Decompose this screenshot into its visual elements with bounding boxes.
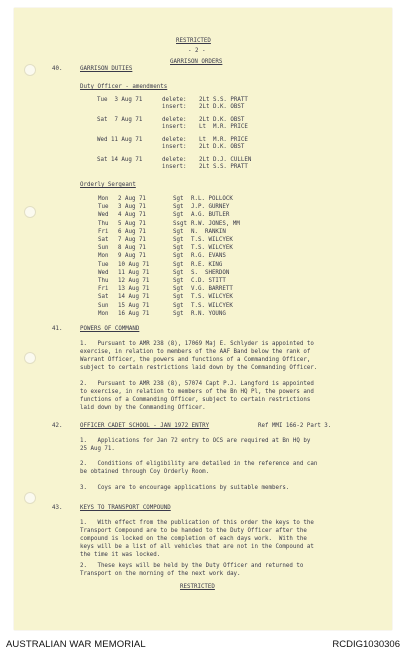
punch-hole-1 (24, 64, 36, 76)
document-title: GARRISON ORDERS (170, 59, 223, 65)
orderly-date: 3 Aug 71 (118, 204, 146, 211)
paragraph-line: the time it was locked. (80, 552, 161, 558)
orderly-rank: Sgt (173, 286, 184, 293)
orderly-name: A.G. BUTLER (191, 212, 230, 219)
orderly-rank: Sgt (173, 212, 184, 219)
paragraph-line: Warrant Officer, the powers and functions of a Commanding Officer, (80, 357, 311, 363)
paragraph-line: laid down by the Commanding Officer. (80, 405, 206, 411)
orderly-rank: Sgt (173, 294, 184, 301)
section-42-number: 42. (52, 423, 63, 429)
orderly-rank: Sgt (173, 278, 184, 284)
paragraph-line: 1. Pursuant to AMR 238 (8), 17069 Maj E. Schlyder is appointed to (80, 341, 314, 347)
paragraph-line: 2. These keys will be held by the Duty Officer and returned to (80, 563, 304, 569)
orderly-rank: Sgt (173, 245, 184, 252)
duty-date: Tue 3 Aug 71 (97, 97, 143, 103)
orderly-rank: Sgt (173, 302, 184, 309)
duty-date: Sat 7 Aug 71 (97, 117, 143, 123)
duty-officer-heading: Duty Officer - amendments (80, 84, 168, 90)
archive-name: AUSTRALIAN WAR MEMORIAL (6, 639, 146, 650)
orderly-name: J.P. GURNEY (191, 204, 230, 211)
orderly-name: C.D. STITT (191, 278, 226, 284)
orderly-day: Tue (98, 261, 109, 268)
orderly-name: S. SHERDON (191, 269, 230, 276)
orderly-rank: Sgt (173, 228, 184, 235)
orderly-date: 11 Aug 71 (118, 269, 150, 276)
orderly-date: 10 Aug 71 (118, 261, 150, 268)
orderly-name: N. RANKIN (191, 228, 226, 235)
orderly-date: 16 Aug 71 (118, 310, 150, 317)
duty-action-2: insert: (162, 124, 187, 130)
archive-reference: RCDIG1030306 (332, 639, 400, 650)
orderly-date: 9 Aug 71 (118, 253, 146, 260)
archive-footer (0, 632, 406, 654)
duty-rank-name-1: 2Lt D.J. CULLEN (199, 157, 252, 163)
section-42-heading: OFFICER CADET SCHOOL - JAN 1972 ENTRY (80, 423, 210, 429)
orderly-date: 6 Aug 71 (118, 228, 146, 235)
duty-rank-name-1: 2Lt D.K. OBST (199, 117, 245, 123)
duty-action-1: delete: (162, 97, 187, 103)
duty-date: Wed 11 Aug 71 (97, 137, 143, 143)
duty-action-1: delete: (162, 157, 187, 163)
orderly-rank: Ssgt (173, 220, 187, 227)
paragraph-line: 3. Coys are to encourage applications by suitable members. (80, 485, 290, 491)
paragraph-line: to exercise, in relation to members of the Bn HQ Pl, the powers and (80, 389, 314, 395)
duty-rank-name-1: 2Lt S.S. PRATT (199, 97, 248, 103)
orderly-date: 2 Aug 71 (118, 196, 146, 202)
orderly-rank: Sgt (173, 237, 184, 243)
paragraph-line: compound is locked on the completion of each days work. With the (80, 536, 307, 542)
orderly-name: T.S. WILCYEK (191, 237, 233, 243)
orderly-date: 4 Aug 71 (118, 212, 146, 219)
orderly-name: T.S. WILCYEK (191, 245, 233, 252)
duty-rank-name-2: 2Lt D.K. OBST (199, 104, 245, 110)
section-42-reference: Ref MMI 166-2 Part 3. (258, 423, 332, 429)
orderly-name: V.G. BARRETT (191, 286, 233, 293)
section-40-heading: GARRISON DUTIES (80, 66, 133, 72)
paragraph-line: Transport on the morning of the next work day. (80, 571, 241, 577)
duty-action-2: insert: (162, 104, 187, 110)
orderly-rank: Sgt (173, 269, 184, 276)
orderly-day: Wed (98, 269, 109, 276)
paragraph-line: functions of a Commanding Officer, subject to certain restrictions (80, 397, 311, 403)
restricted-header: RESTRICTED (176, 38, 211, 44)
orderly-day: Wed (98, 212, 109, 219)
paragraph-line: 1. With effect from the publication of this order the keys to the (80, 520, 314, 526)
duty-action-1: delete: (162, 137, 187, 143)
orderly-date: 12 Aug 71 (118, 278, 150, 284)
duty-action-2: insert: (162, 144, 187, 150)
orderly-day: Fri (98, 286, 109, 293)
paragraph-line: 2. Conditions of eligibility are detailed in the reference and can (80, 461, 318, 467)
paragraph-line: 1. Applications for Jan 72 entry to OCS are required at Bn HQ by (80, 438, 311, 444)
paragraph-line: subject to certain restrictions laid down by the Commanding Officer. (80, 365, 318, 371)
orderly-day: Fri (98, 228, 109, 235)
restricted-footer-stamp: RESTRICTED (180, 584, 215, 590)
orderly-name: R.E. KING (191, 261, 223, 268)
orderly-day: Sat (98, 294, 109, 301)
orderly-date: 7 Aug 71 (118, 237, 146, 243)
paragraph-line: 2. Pursuant to AMR 238 (8), 57074 Capt P.J. Langford is appointed (80, 381, 314, 387)
duty-date: Sat 14 Aug 71 (97, 157, 143, 163)
duty-rank-name-1: Lt M.R. PRICE (199, 137, 248, 143)
orderly-date: 13 Aug 71 (118, 286, 150, 293)
orderly-name: R.G. EVANS (191, 253, 226, 260)
orderly-date: 8 Aug 71 (118, 245, 146, 252)
orderly-rank: Sgt (173, 253, 184, 260)
punch-hole-4 (24, 492, 36, 504)
orderly-day: Mon (98, 196, 109, 202)
duty-rank-name-2: 2Lt S.S. PRATT (199, 164, 248, 170)
orderly-name: T.S. WILCYEK (191, 294, 233, 301)
orderly-date: 5 Aug 71 (118, 220, 146, 227)
orderly-date: 14 Aug 71 (118, 294, 150, 301)
duty-action-1: delete: (162, 117, 187, 123)
paragraph-line: keys will be a list of all vehicles that are not in the Compound at (80, 544, 314, 550)
duty-action-2: insert: (162, 164, 187, 170)
punch-hole-3 (24, 352, 36, 364)
orderly-rank: Sgt (173, 310, 184, 317)
orderly-day: Sat (98, 237, 109, 243)
section-41-heading: POWERS OF COMMAND (80, 326, 140, 332)
paragraph-line: 25 Aug 71. (80, 446, 115, 452)
paragraph-line: Transport Compound are to be handed to the Duty Officer after the (80, 528, 307, 534)
paragraph-line: be obtained through Coy Orderly Room. (80, 469, 210, 475)
orderly-day: Thu (98, 220, 109, 227)
punch-hole-2 (24, 206, 36, 218)
orderly-name: R.N. YOUNG (191, 310, 226, 317)
section-40-number: 40. (52, 66, 63, 72)
paragraph-line: exercise, in relation to members of the AAF Band below the rank of (80, 349, 311, 355)
orderly-day: Thu (98, 278, 109, 284)
orderly-name: T.S. WILCYEK (191, 302, 233, 309)
orderly-day: Sun (98, 245, 109, 252)
orderly-date: 15 Aug 71 (118, 302, 150, 309)
orderly-rank: Sgt (173, 261, 184, 268)
orderly-sergeant-heading: Orderly Sergeant (80, 182, 136, 188)
orderly-day: Sun (98, 302, 109, 309)
orderly-day: Tue (98, 204, 109, 211)
orderly-rank: Sgt (173, 204, 184, 211)
section-43-heading: KEYS TO TRANSPORT COMPOUND (80, 505, 171, 511)
section-43-number: 43. (52, 505, 63, 511)
orderly-day: Mon (98, 253, 109, 260)
orderly-rank: Sgt (173, 196, 184, 202)
section-41-number: 41. (52, 326, 63, 332)
orderly-name: R.L. POLLOCK (191, 196, 233, 202)
duty-rank-name-2: Lt M.R. PRICE (199, 124, 248, 130)
duty-rank-name-2: 2Lt D.K. OBST (199, 144, 245, 150)
orderly-day: Mon (98, 310, 109, 317)
orderly-name: R.W. JONES, MM (191, 220, 240, 227)
page-number: - 2 - (188, 48, 206, 54)
